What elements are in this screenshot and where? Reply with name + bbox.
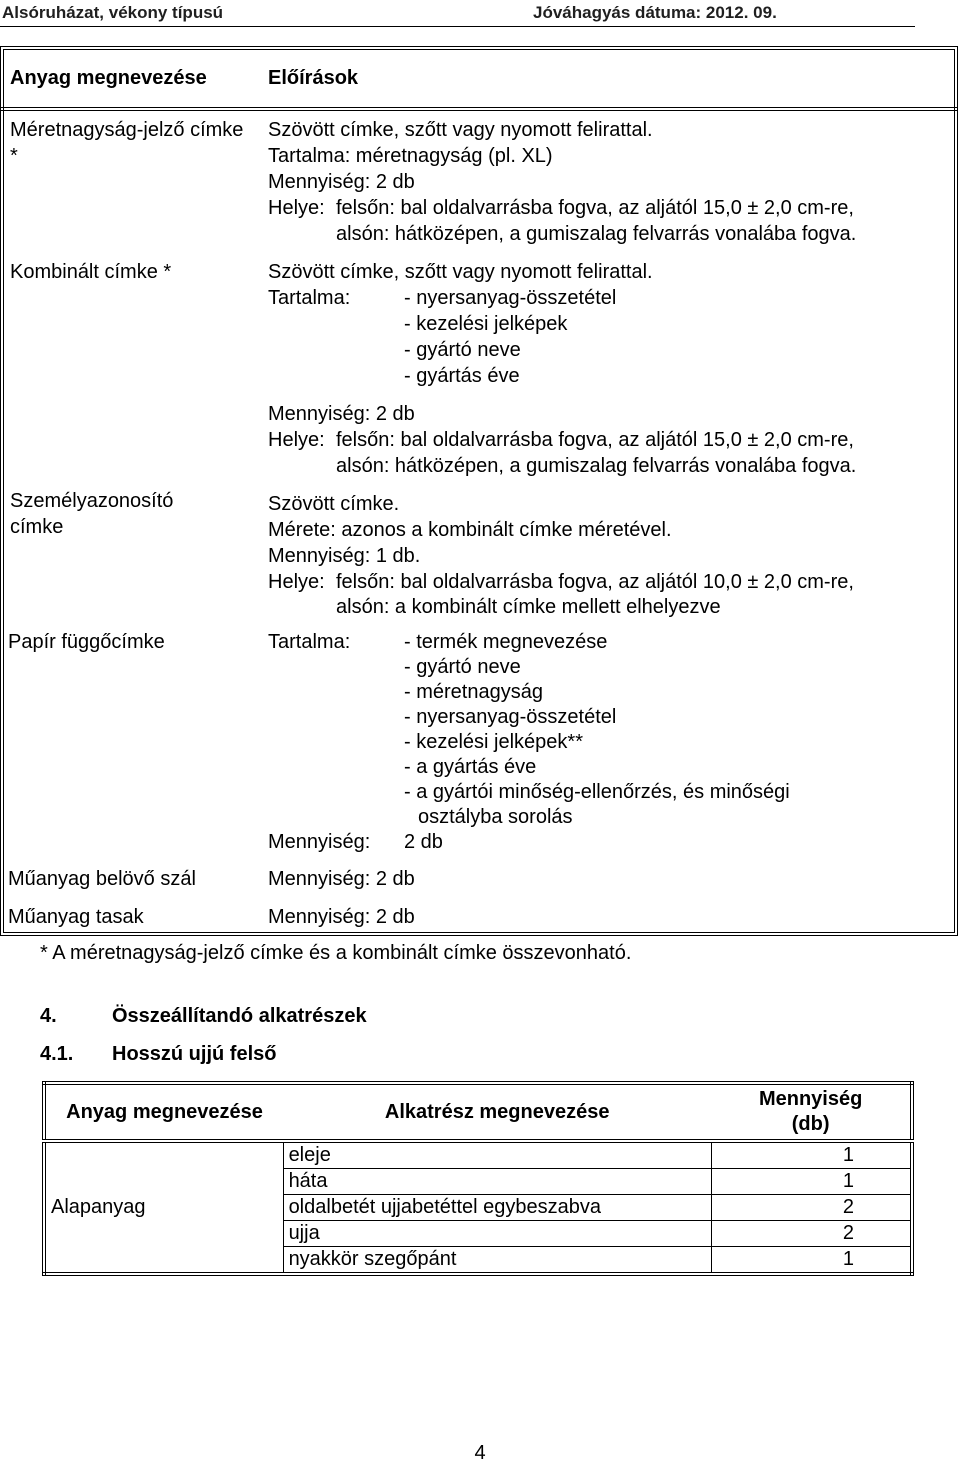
content-item: - kezelési jelképek**	[404, 731, 583, 753]
content-item: - a gyártás éve	[404, 756, 537, 778]
quantity-value: 2 db	[404, 831, 443, 853]
row-size-label-name: Méretnagyság-jelző címke *	[10, 119, 244, 167]
position-label: Helye:	[268, 571, 325, 593]
footnote: * A méretnagyság-jelző címke és a kombinált címke összevonható.	[40, 942, 632, 964]
position-lower: alsón: a kombinált címke mellett elhelyezve	[336, 596, 721, 618]
content-item: - kezelési jelképek	[404, 313, 568, 335]
row-id-label-name-2: címke	[10, 516, 64, 538]
row-plastic-fastener-name: Műanyag belövő szál	[8, 868, 196, 890]
content-label: Tartalma:	[268, 631, 351, 653]
content-item: - a gyártói minőség-ellenőrzés, és minőségi	[404, 781, 790, 803]
position-upper: felsőn: bal oldalvarrásba fogva, az aljától 15,0 ± 2,0 cm-re,	[336, 429, 854, 451]
row-plastic-fastener-quantity: Mennyiség: 2 db	[268, 868, 415, 890]
position-lower: alsón: hátközépen, a gumiszalag felvarrás vonalába fogva.	[336, 223, 857, 245]
part-quantity: 1	[711, 1141, 912, 1169]
row-combined-label-content	[268, 285, 616, 311]
part-quantity: 2	[711, 1221, 912, 1247]
part-quantity: 1	[711, 1169, 912, 1195]
table-header-requirements: Előírások	[268, 67, 359, 89]
content-item: - gyártó neve	[404, 339, 521, 361]
approval-date: Jóváhagyás dátuma: 2012. 09.	[533, 3, 777, 22]
content-item: - méretnagyság	[404, 681, 543, 703]
part-name: oldalbetét ujjabetéttel egybeszabva	[283, 1195, 711, 1221]
part-name: eleje	[283, 1141, 711, 1169]
row-size-label-quantity: Mennyiség: 2 db	[268, 171, 415, 193]
row-combined-label-quantity: Mennyiség: 2 db	[268, 403, 415, 425]
content-item: - gyártás éve	[404, 365, 520, 387]
row-plastic-bag-name: Műanyag tasak	[8, 906, 144, 928]
components-header-row	[44, 1083, 912, 1141]
row-combined-label-line: Szövött címke, szőtt vagy nyomott felirattal.	[268, 261, 653, 283]
row-plastic-bag-quantity: Mennyiség: 2 db	[268, 906, 415, 928]
subsection-title: Hosszú ujjú felső	[112, 1043, 277, 1065]
table-row	[44, 1141, 912, 1169]
content-item: - termék megnevezése	[404, 631, 608, 653]
part-name: háta	[283, 1169, 711, 1195]
position-upper: felsőn: bal oldalvarrásba fogva, az aljától 10,0 ± 2,0 cm-re,	[336, 571, 854, 593]
content-item: - nyersanyag-összetétel	[404, 706, 617, 728]
row-combined-label-name: Kombinált címke *	[10, 261, 172, 283]
part-quantity: 2	[711, 1195, 912, 1221]
header-material: Anyag megnevezése	[44, 1083, 283, 1141]
header-rule	[0, 26, 915, 27]
content-item: - nyersanyag-összetétel	[404, 287, 617, 309]
row-id-label-position	[268, 569, 854, 595]
quantity-label: Mennyiség:	[268, 831, 371, 853]
table-header-material: Anyag megnevezése	[10, 67, 207, 89]
row-id-label-line-1: Szövött címke.	[268, 493, 400, 515]
position-lower: alsón: hátközépen, a gumiszalag felvarrás vonalába fogva.	[336, 455, 857, 477]
content-label: Tartalma:	[268, 287, 351, 309]
row-size-label-line-1: Szövött címke, szőtt vagy nyomott felirattal.	[268, 119, 653, 141]
page-number: 4	[474, 1442, 486, 1464]
header-quantity: Mennyiség (db)	[711, 1083, 912, 1141]
row-id-label-name-1: Személyazonosító	[10, 490, 174, 512]
position-label: Helye:	[268, 197, 325, 219]
components-table	[42, 1081, 914, 1276]
part-name: nyakkör szegőpánt	[283, 1247, 711, 1275]
row-id-label-quantity: Mennyiség: 1 db.	[268, 545, 421, 567]
content-item: osztályba sorolás	[418, 806, 573, 828]
part-name: ujja	[283, 1221, 711, 1247]
row-size-label-line-2: Tartalma: méretnagyság (pl. XL)	[268, 145, 553, 167]
row-id-label-line-2: Mérete: azonos a kombinált címke méretével.	[268, 519, 672, 541]
document-header-title: Alsóruházat, vékony típusú	[2, 3, 224, 22]
part-quantity: 1	[711, 1247, 912, 1275]
table-header-separator	[0, 107, 958, 111]
row-combined-label-position	[268, 427, 854, 453]
row-paper-tag-name: Papír függőcímke	[8, 631, 165, 653]
section-number: 4.	[40, 1005, 57, 1027]
position-label: Helye:	[268, 429, 325, 451]
position-upper: felsőn: bal oldalvarrásba fogva, az aljától 15,0 ± 2,0 cm-re,	[336, 197, 854, 219]
header-part: Alkatrész megnevezése	[283, 1083, 711, 1141]
subsection-number: 4.1.	[40, 1043, 74, 1065]
content-item: - gyártó neve	[404, 656, 521, 678]
section-title: Összeállítandó alkatrészek	[112, 1005, 367, 1027]
material-cell: Alapanyag	[51, 1196, 146, 1218]
row-size-label-position	[268, 195, 854, 221]
